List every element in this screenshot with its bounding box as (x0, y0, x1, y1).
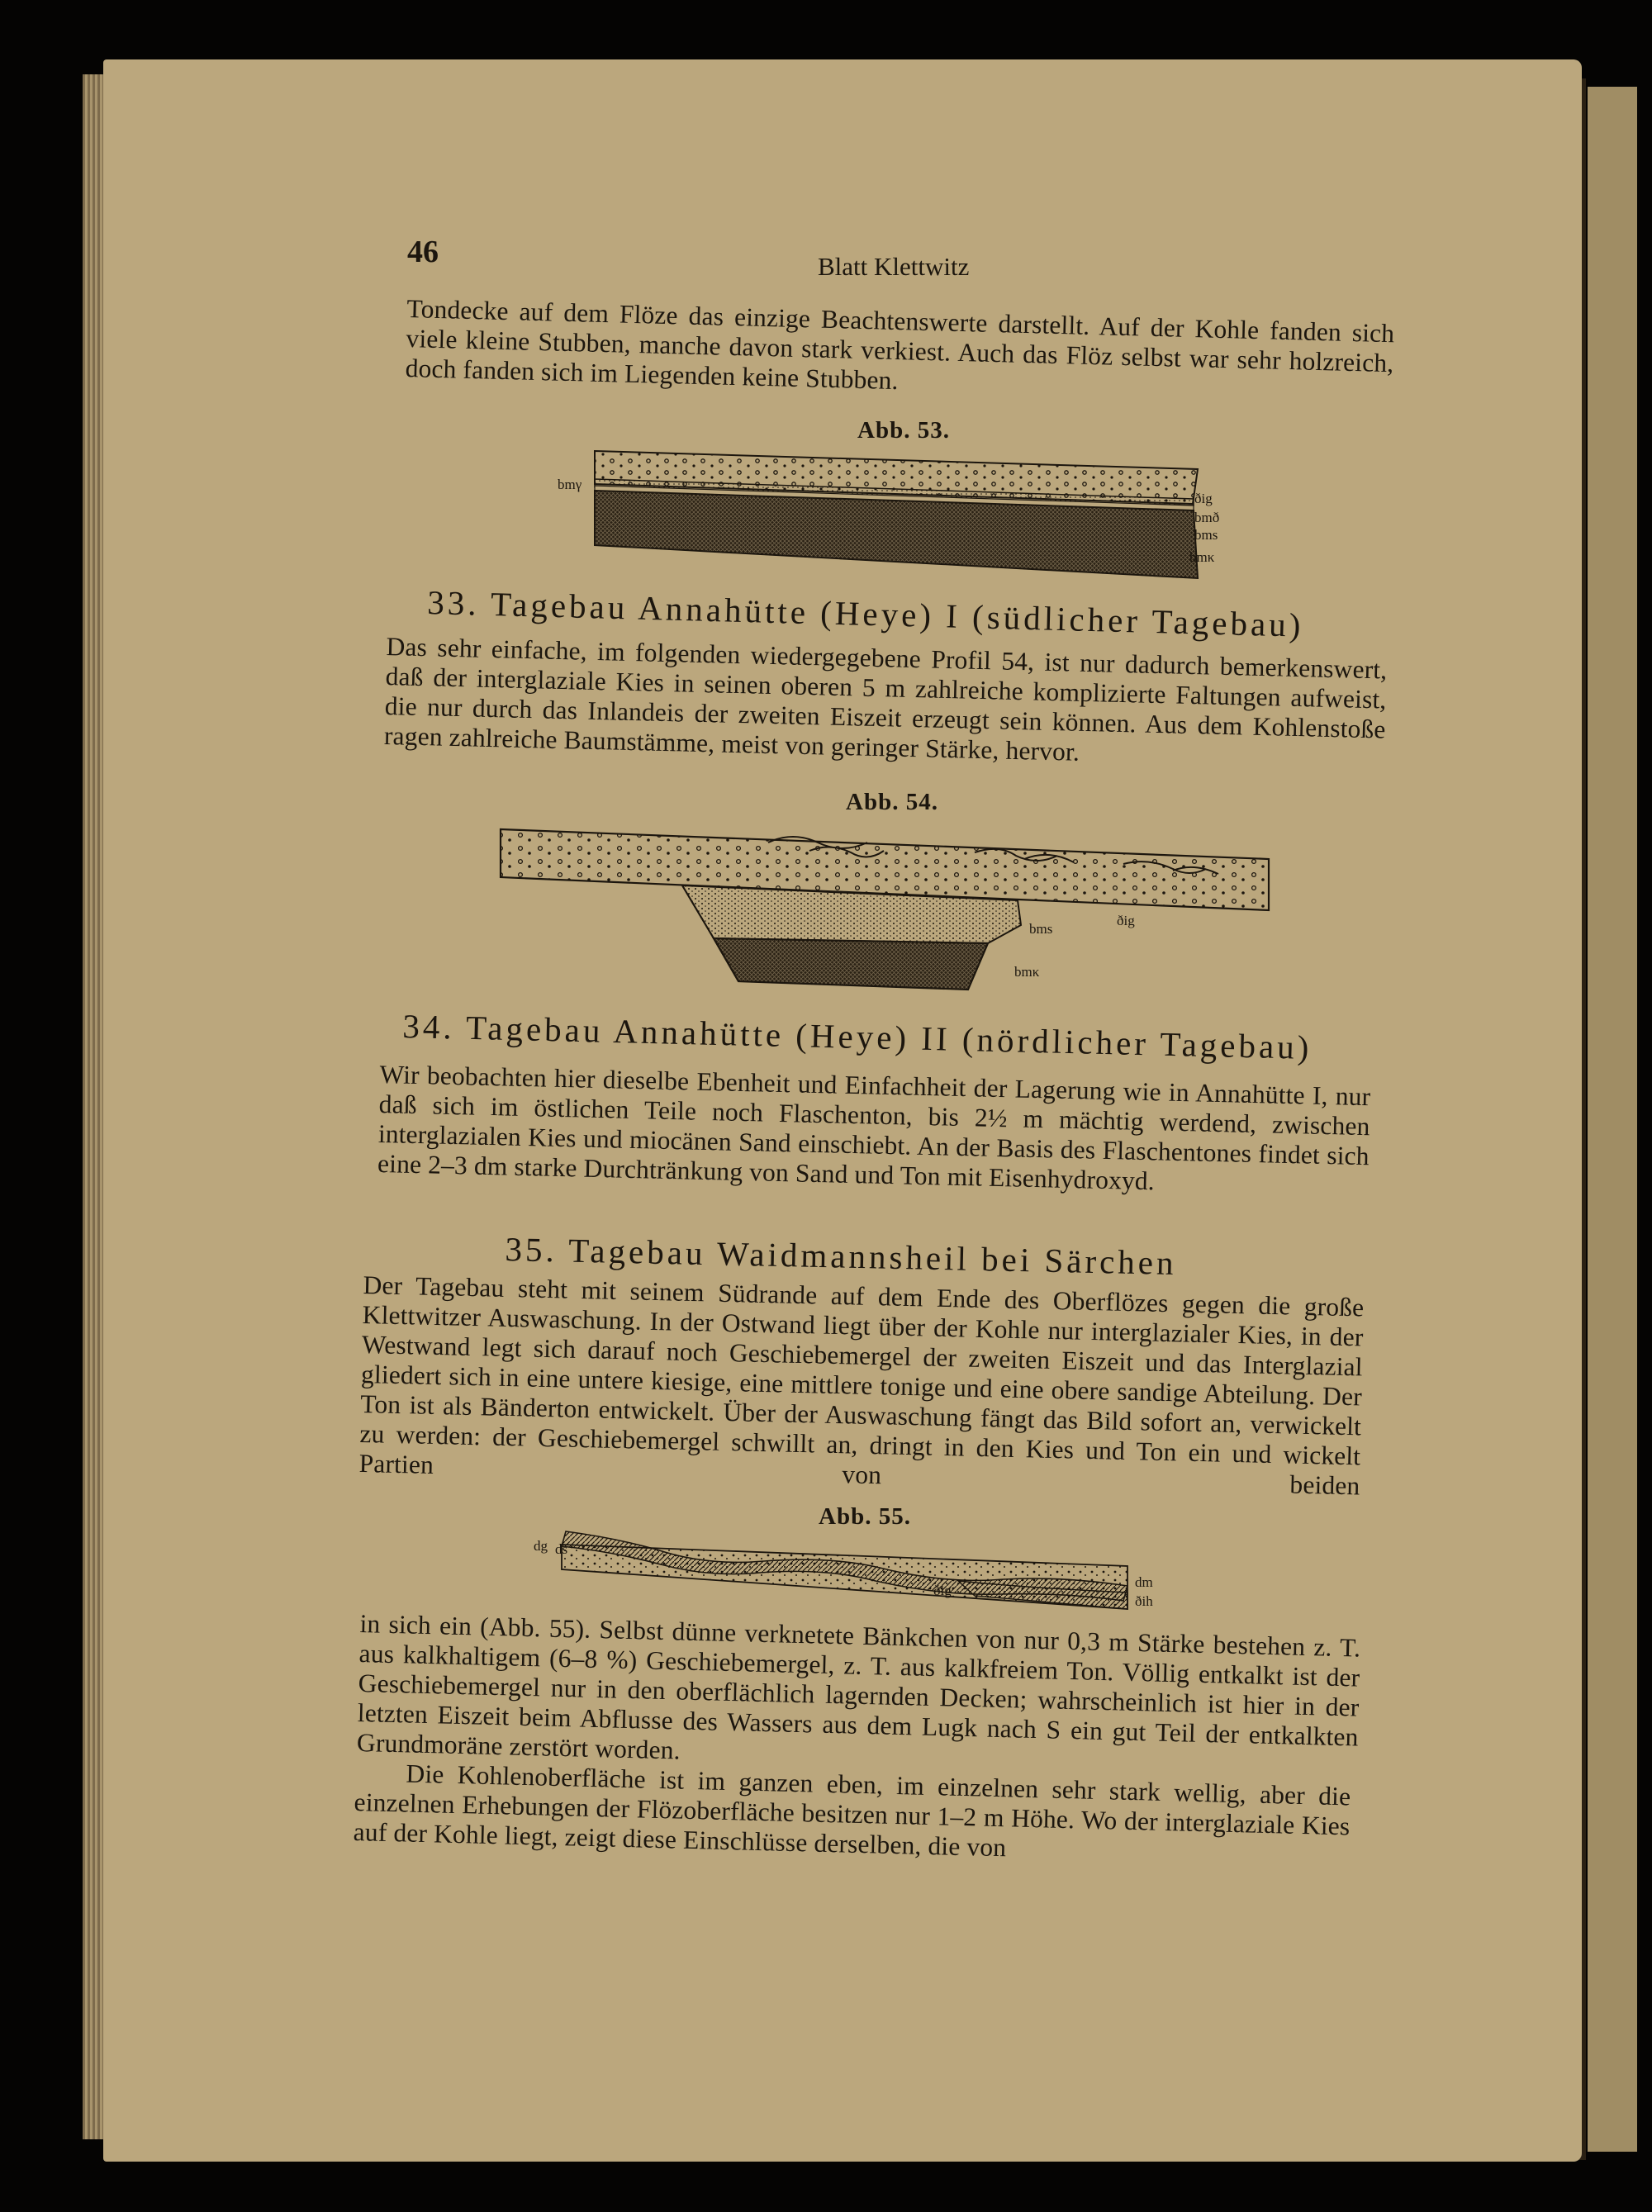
figure-54-caption: Abb. 54. (846, 789, 938, 815)
figure-54-profile (496, 818, 1280, 999)
figure-53-label-s: bms (1194, 527, 1218, 543)
section-34-heading: 34. Tagebau Annahütte (Heye) II (nördlicher Tagebau) (401, 1006, 1313, 1066)
section-35-heading: 35. Tagebau Waidmannsheil bei Särchen (505, 1229, 1178, 1283)
section-33-heading: 33. Tagebau Annahütte (Heye) I (südlicher Tagebau) (426, 582, 1305, 644)
figure-54-label-s: bms (1029, 921, 1053, 937)
figure-54-label-k: bmκ (1014, 964, 1040, 980)
figure-55-label-ih: ðih (1135, 1593, 1153, 1609)
figure-55-label-ds: ds (555, 1541, 568, 1557)
section-35-paragraph: Der Tagebau steht mit seinem Südrande auf dem Ende des Oberflözes gegen die große Klettwitzer Auswaschung. In der Ostwand liegt über der Kohle nur interglazialer Kies, in der Westwand legt sich darauf noch Geschiebemergel der zweiten Eiszeit und das Interglazial gliedert sich in eine untere kiesige, eine mittlere tonige und eine obere sandige Abteilung. Der Ton ist als Bänderton entwickelt. Über der Auswaschung fängt das Bild sofort an, verwickelt zu werden: der Geschiebemergel schwillt an, dringt in den Kies und Ton ein und wickelt Partien von beiden (358, 1270, 1365, 1501)
figure-53-label-left: bmγ (558, 477, 582, 492)
continuation-paragraph: in sich ein (Abb. 55). Selbst dünne verknetete Bänkchen von nur 0,3 m Stärke bestehen z. T. aus kalkhaltigem (6–8 %) Geschiebemergel, z. T. aus kalkfreiem Ton. Völlig entkalkt ist der Geschiebemergel nur in den oberflächlich lagernden Decken; wahrscheinlich ist hier in der letzten Eiszeit beim Abflusse des Wassers aus dem Lugk nach S ein gut Teil der entkalkten Grundmoräne zerstört worden. (356, 1609, 1361, 1765)
figure-53-label-ig: ðig (1194, 491, 1213, 506)
figure-53-profile (553, 446, 1231, 595)
figure-53-label-d: bmð (1194, 510, 1220, 525)
figure-53-caption: Abb. 53. (857, 417, 950, 444)
intro-paragraph: Tondecke auf dem Flöze das einzige Beachtenswerte darstellt. Auf der Kohle fanden sich viele kleine Stubben, manche davon stark verkiest. Auch das Flöz selbst war sehr holzreich, doch fanden sich im Liegenden keine Stubben. (405, 294, 1395, 396)
section-34-paragraph: Wir beobachten hier dieselbe Ebenheit und Einfachheit der Lagerung wie in Annahütte I, nur daß sich im östlichen Teile noch Flaschenton, bis 2½ m mächtig werdend, zwischen interglazialen Kies und miocänen Sand einschiebt. An der Basis des Flaschentones findet sich eine 2–3 dm starke Durchtränkung von Sand und Ton mit Eisenhydroxyd. (377, 1060, 1371, 1196)
running-head: Blatt Klettwitz (818, 252, 970, 281)
figure-55-profile (545, 1536, 1140, 1619)
figure-55-label-dm: dm (1135, 1574, 1153, 1590)
figure-54-label-ig: ðig (1117, 913, 1135, 928)
final-paragraph: Die Kohlenoberfläche ist im ganzen eben, im einzelnen sehr stark wellig, aber die einzelnen Erhebungen der Flözoberfläche besitzen nur 1–2 m Höhe. Wo der interglaziale Kies auf der Kohle liegt, zeigt diese Einschlüsse derselben, die von (353, 1759, 1351, 1863)
page-stack-edge (83, 74, 106, 2139)
figure-55-label-dg: dg (534, 1538, 548, 1554)
figure-53-label-k: bmκ (1189, 549, 1215, 565)
figure-55-caption: Abb. 55. (819, 1503, 911, 1530)
section-33-paragraph: Das sehr einfache, im folgenden wiedergegebene Profil 54, ist nur dadurch bemerkenswert, daß der interglaziale Kies in seinen oberen 5 m zahlreiche komplizierte Faltungen aufweist, die nur durch das Inlandeis der zweiten Eiszeit erzeugt sein können. Aus dem Kohlenstoße ragen zahlreiche Baumstämme, meist von geringer Stärke, hervor. (383, 632, 1388, 767)
page-number: 46 (407, 235, 439, 269)
adjacent-page-edge (1588, 87, 1637, 2152)
figure-55-label-ig: ðig (933, 1583, 952, 1598)
